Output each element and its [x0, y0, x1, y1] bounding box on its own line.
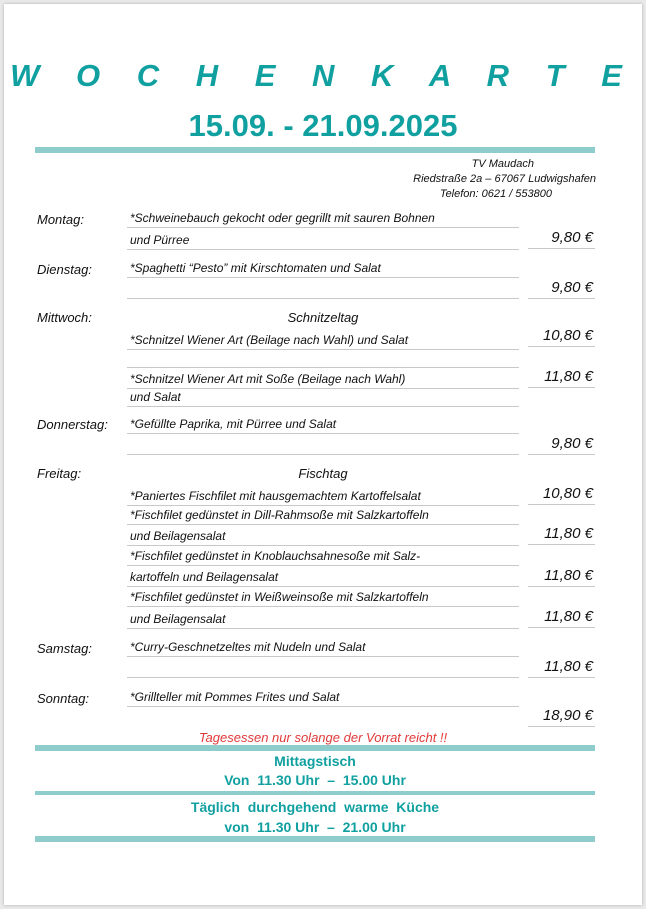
menu-line	[127, 607, 519, 629]
price-line	[528, 564, 595, 587]
dish-text: und Salat	[130, 390, 181, 404]
day-label-sunday: Sonntag:	[37, 691, 90, 706]
page-title: W O C H E N K A R T E	[10, 58, 636, 93]
price-line	[528, 605, 595, 628]
menu-line	[127, 385, 519, 407]
dish-text: und Beilagensalat	[130, 612, 226, 626]
price-line	[528, 432, 595, 455]
menu-line	[127, 565, 519, 587]
price: 11,80 €	[544, 525, 593, 542]
day-label-monday: Montag:	[37, 212, 84, 227]
menu-line	[127, 585, 519, 607]
availability-note: Tagesessen nur solange der Vorrat reicht !!	[198, 730, 448, 745]
theme-wednesday: Schnitzeltag	[287, 310, 359, 325]
price-line	[528, 365, 595, 388]
menu-line	[127, 433, 519, 455]
date-range: 15.09. - 21.09.2025	[188, 108, 458, 143]
day-label-tuesday: Dienstag:	[37, 262, 92, 277]
warm-kitchen-title: Täglich durchgehend warme Küche	[190, 799, 440, 815]
menu-line	[127, 206, 519, 228]
venue-name: TV Maudach	[471, 158, 534, 170]
price: 11,80 €	[544, 658, 593, 675]
price: 11,80 €	[544, 608, 593, 625]
dish-text: *Fischfilet gedünstet in Dill-Rahmsoße mit Salzkartoffeln	[130, 508, 429, 522]
divider	[35, 791, 595, 795]
price: 11,80 €	[544, 567, 593, 584]
menu-line	[127, 277, 519, 299]
price-line	[528, 482, 595, 505]
menu-line	[127, 228, 519, 250]
bottom-divider	[35, 836, 595, 842]
dish-text: *Gefüllte Paprika, mit Pürree und Salat	[130, 417, 337, 431]
menu-line	[127, 503, 519, 525]
venue-phone: Telefon: 0621 / 553800	[439, 188, 552, 200]
dish-text: *Schweinebauch gekocht oder gegrillt mit sauren Bohnen	[130, 211, 435, 225]
dish-text: *Schnitzel Wiener Art (Beilage nach Wahl) und Salat	[130, 333, 409, 347]
price: 9,80 €	[551, 435, 593, 452]
warm-kitchen-hours: von 11.30 Uhr – 21.00 Uhr	[224, 819, 406, 835]
dish-text: *Paniertes Fischfilet mit hausgemachtem Kartoffelsalat	[130, 489, 421, 503]
address-block	[413, 157, 596, 202]
top-divider	[35, 147, 595, 153]
menu-line	[127, 635, 519, 657]
dish-text: *Schnitzel Wiener Art mit Soße (Beilage nach Wahl)	[130, 372, 406, 386]
dish-text: und Beilagensalat	[130, 529, 226, 543]
day-label-wednesday: Mittwoch:	[37, 310, 92, 325]
day-label-friday: Freitag:	[37, 466, 82, 481]
dish-text: kartoffeln und Beilagensalat	[130, 570, 279, 584]
dish-text: *Spaghetti “Pesto” mit Kirschtomaten und Salat	[130, 261, 381, 275]
venue-street: Riedstraße 2a – 67067 Ludwigshafen	[413, 173, 596, 185]
lunch-title: Mittagstisch	[274, 753, 356, 769]
price: 10,80 €	[542, 485, 593, 502]
price: 9,80 €	[551, 279, 593, 296]
menu-line	[127, 412, 519, 434]
price-line	[528, 324, 595, 347]
price-line	[528, 276, 595, 299]
price-line	[528, 522, 595, 545]
menu-line	[127, 346, 519, 368]
dish-text: und Pürree	[130, 233, 190, 247]
lunch-hours: Von 11.30 Uhr – 15.00 Uhr	[224, 772, 406, 788]
menu-line	[127, 256, 519, 278]
price-line	[528, 226, 595, 249]
menu-line	[127, 524, 519, 546]
price: 18,90 €	[542, 707, 593, 724]
dish-text: *Fischfilet gedünstet in Knoblauchsahnesoße mit Salz-	[130, 549, 421, 563]
price-line	[528, 704, 595, 727]
price-line	[528, 655, 595, 678]
price: 11,80 €	[544, 368, 593, 385]
theme-friday: Fischtag	[298, 466, 348, 481]
menu-page	[4, 4, 642, 905]
price: 10,80 €	[542, 327, 593, 344]
dish-text: *Grillteller mit Pommes Frites und Salat	[130, 690, 340, 704]
menu-line	[127, 685, 519, 707]
menu-line	[127, 544, 519, 566]
day-label-saturday: Samstag:	[37, 641, 92, 656]
menu-line	[127, 656, 519, 678]
day-label-thursday: Donnerstag:	[37, 417, 108, 432]
dish-text: *Fischfilet gedünstet in Weißweinsoße mit Salzkartoffeln	[130, 590, 429, 604]
dish-text: *Curry-Geschnetzeltes mit Nudeln und Salat	[130, 640, 366, 654]
price: 9,80 €	[551, 229, 593, 246]
divider	[35, 745, 595, 751]
